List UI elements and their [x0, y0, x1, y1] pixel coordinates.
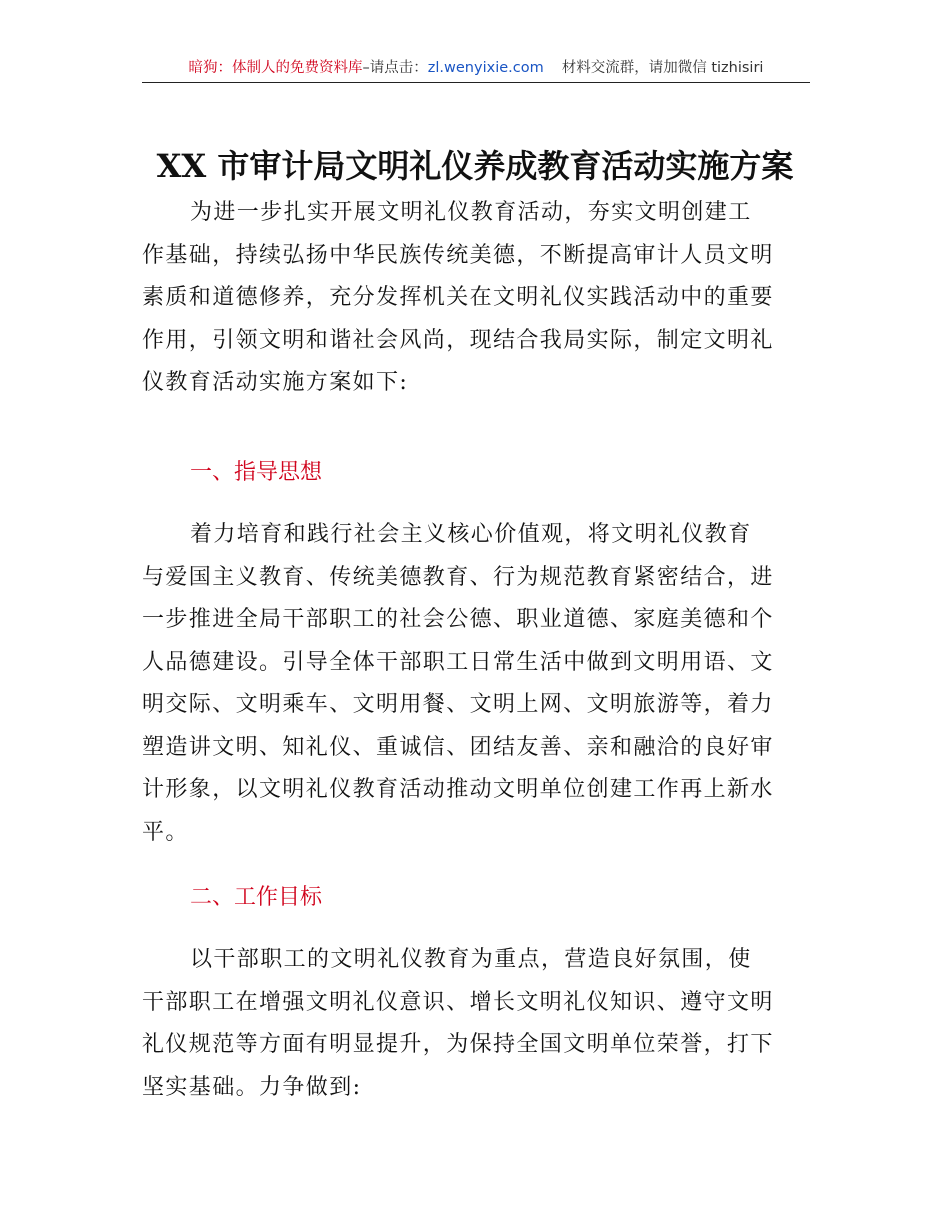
header-prompt: –请点击：	[362, 60, 428, 76]
document-title: XX 市审计局文明礼仪养成教育活动实施方案	[156, 147, 794, 185]
text-line: 为进一步扎实开展文明礼仪教育活动，夯实文明创建工	[190, 200, 752, 225]
section-heading-guiding-ideology: 一、指导思想	[190, 460, 323, 485]
section2-paragraph	[142, 939, 810, 1109]
text-line: 与爱国主义教育、传统美德教育、行为规范教育紧密结合，进	[142, 564, 774, 590]
header-brand: 暗狗：体制人的免费资料库	[188, 60, 363, 76]
text-line: 仪教育活动实施方案如下:	[142, 370, 409, 395]
header-link[interactable]: zl.wenyixie.com	[427, 60, 544, 76]
text-line: 人品德建设。引导全体干部职工日常生活中做到文明用语、文	[142, 649, 774, 675]
text-line: 素质和道德修养，充分发挥机关在文明礼仪实践活动中的重要	[142, 285, 774, 310]
text-line: 以干部职工的文明礼仪教育为重点，营造良好氛围，使	[190, 947, 752, 972]
text-line: 作基础，持续弘扬中华民族传统美德，不断提高审计人员文明	[142, 242, 774, 268]
text-line: 塑造讲文明、知礼仪、重诚信、团结友善、亲和融洽的良好审	[142, 734, 774, 760]
section1-paragraph	[142, 514, 810, 854]
text-line: 干部职工在增强文明礼仪意识、增长文明礼仪知识、遵守文明	[142, 989, 774, 1015]
header-contact: 材料交流群，请加微信 tizhisiri	[561, 60, 764, 76]
intro-paragraph	[142, 192, 810, 405]
section-heading-work-goals: 二、工作目标	[190, 885, 323, 910]
page-header	[142, 56, 810, 83]
text-line: 一步推进全局干部职工的社会公德、职业道德、家庭美德和个	[142, 607, 774, 632]
text-line: 坚实基础。力争做到:	[142, 1074, 362, 1100]
text-line: 平。	[142, 819, 189, 845]
text-line: 礼仪规范等方面有明显提升，为保持全国文明单位荣誉，打下	[142, 1032, 774, 1057]
text-line: 计形象，以文明礼仪教育活动推动文明单位创建工作再上新水	[142, 777, 774, 802]
text-line: 作用，引领文明和谐社会风尚，现结合我局实际，制定文明礼	[142, 327, 774, 353]
text-line: 明交际、文明乘车、文明用餐、文明上网、文明旅游等，着力	[142, 692, 774, 717]
text-line: 着力培育和践行社会主义核心价值观，将文明礼仪教育	[190, 522, 752, 547]
